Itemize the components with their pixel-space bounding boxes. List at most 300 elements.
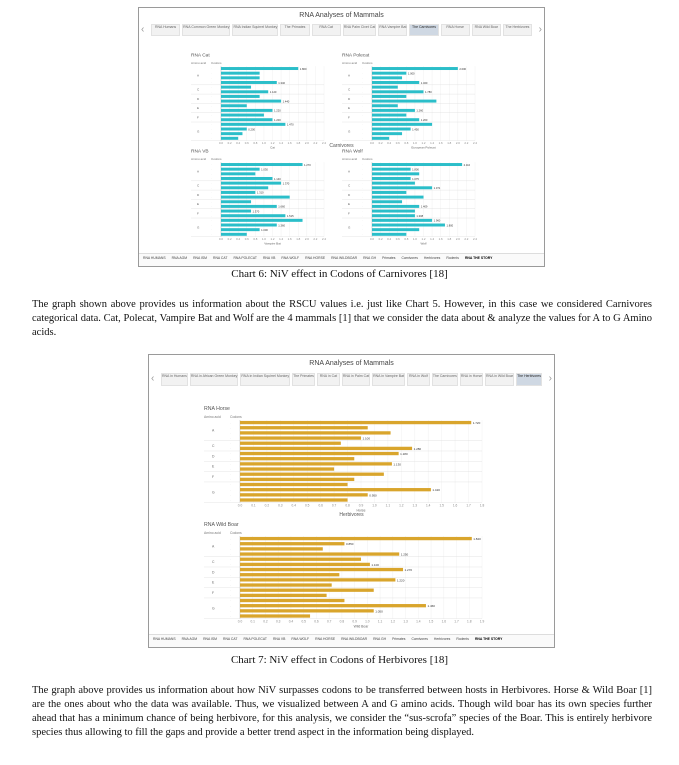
footer-link[interactable]: Primates xyxy=(382,256,396,260)
amino-acid-label: C xyxy=(348,87,351,92)
x-tick-label: 0.4 xyxy=(236,141,241,146)
codon-tick: · xyxy=(362,229,363,232)
codon-tick: · xyxy=(362,73,363,76)
bar xyxy=(372,182,415,185)
codon-tick: · xyxy=(211,119,212,122)
codon-tick: · xyxy=(211,211,212,214)
footer-link[interactable]: RNA GH xyxy=(363,256,377,260)
bar xyxy=(240,467,334,470)
codon-tick: · xyxy=(230,442,231,446)
footer-link[interactable]: RNA WILDBOAR xyxy=(341,637,368,641)
codon-tick: · xyxy=(211,87,212,90)
codon-tick: · xyxy=(211,91,212,94)
codon-tick: · xyxy=(362,187,363,190)
data-label: 1.409 xyxy=(420,205,428,209)
data-label: 1.308 xyxy=(416,215,424,219)
amino-acid-label: A xyxy=(348,169,351,174)
tab-item[interactable]: RNA in Wild Boar xyxy=(485,373,514,386)
amino-acid-label: F xyxy=(212,590,215,595)
codon-tick: · xyxy=(230,610,231,614)
footer-link[interactable]: Herbivores xyxy=(423,256,441,260)
tab-item[interactable]: RNA in Wolf xyxy=(407,373,430,386)
bar xyxy=(221,200,251,203)
codon-tick: · xyxy=(211,220,212,223)
bar xyxy=(240,558,361,561)
amino-acid-label: E xyxy=(348,202,351,207)
x-tick-label: 0.0 xyxy=(370,141,374,146)
data-label: 1.720 xyxy=(472,421,481,426)
bar xyxy=(240,563,370,566)
codon-tick: · xyxy=(211,77,212,80)
tab-item[interactable]: RNA Horse xyxy=(441,24,470,36)
tab-item[interactable]: RNA Common Green Monkey xyxy=(182,24,230,36)
x-tick-label: 0.2 xyxy=(378,237,383,242)
bar xyxy=(372,137,389,140)
caption-chart-7: Chart 7: NiV effect in Codons of Herbivores [18] xyxy=(230,654,449,666)
footer-link[interactable]: RNA WOLF xyxy=(291,637,310,641)
figure-herbivores xyxy=(148,354,555,648)
bar xyxy=(372,177,411,180)
codon-tick: · xyxy=(362,138,363,141)
data-label: 1.075 xyxy=(412,177,419,181)
x-tick-label: 0.3 xyxy=(275,619,281,624)
x-tick-label: 0.4 xyxy=(387,141,392,146)
bar xyxy=(372,104,398,107)
bar xyxy=(240,568,403,571)
x-tick-label: 2.4 xyxy=(322,141,326,146)
tabs-left-arrow[interactable]: ‹ xyxy=(141,24,145,35)
footer-link[interactable]: RNA VB xyxy=(262,256,276,260)
footer-link[interactable]: RNA HORSE xyxy=(315,637,336,641)
codon-tick: · xyxy=(211,225,212,228)
footer-link[interactable]: RNA ISM xyxy=(203,637,218,641)
x-tick-label: 1.7 xyxy=(466,503,471,508)
bar xyxy=(221,72,260,75)
amino-acid-label: E xyxy=(197,106,200,111)
x-tick-label: 0.8 xyxy=(253,141,258,146)
amino-acid-label: D xyxy=(212,570,215,575)
codon-tick: · xyxy=(211,101,212,104)
amino-acid-label: C xyxy=(212,560,215,565)
footer-link[interactable]: RNA THE STORY xyxy=(474,637,503,641)
bar xyxy=(240,614,310,617)
codon-tick: · xyxy=(362,201,363,204)
amino-acid-label: F xyxy=(348,115,350,120)
codon-tick: · xyxy=(362,183,363,186)
x-tick-label: 2.2 xyxy=(313,141,318,146)
bar xyxy=(240,578,395,581)
amino-acid-label: A xyxy=(212,428,215,433)
codon-tick: · xyxy=(362,105,363,108)
data-label: 2.000 xyxy=(459,67,467,71)
bar xyxy=(221,137,238,140)
x-tick-label: 1.2 xyxy=(390,619,396,624)
codon-tick: · xyxy=(362,129,363,132)
x-tick-label: 1.0 xyxy=(261,141,266,146)
tabs-right-arrow[interactable]: › xyxy=(548,373,552,384)
chart-rna-vb xyxy=(191,145,346,246)
codon-tick: · xyxy=(362,82,363,85)
codon-tick: · xyxy=(230,553,231,557)
amino-acid-label: F xyxy=(212,474,215,479)
codon-tick: · xyxy=(211,178,212,181)
bar xyxy=(372,81,419,84)
x-tick-label: 0.8 xyxy=(253,237,258,242)
tab-item[interactable]: The Carnivores xyxy=(432,373,458,386)
codon-tick: · xyxy=(230,499,231,503)
footer-link[interactable]: RNA THE STORY xyxy=(464,256,493,260)
codon-tick: · xyxy=(211,187,212,190)
codon-tick: · xyxy=(230,573,231,577)
data-label: 1.310 xyxy=(256,191,264,195)
footer-link[interactable]: RNA AGM xyxy=(181,637,198,641)
data-label: 1.360 xyxy=(278,224,286,228)
column-header: Amino acid xyxy=(204,415,221,419)
x-tick-label: 0.0 xyxy=(370,237,374,242)
codon-tick: · xyxy=(362,115,363,118)
x-tick-label: 0.4 xyxy=(387,237,392,242)
x-tick-label: 1.8 xyxy=(296,141,301,146)
codon-tick: · xyxy=(362,225,363,228)
codon-tick: · xyxy=(230,447,231,451)
x-tick-label: 1.8 xyxy=(467,619,472,624)
bar xyxy=(221,114,264,117)
amino-acid-label: G xyxy=(348,225,351,230)
amino-acid-label: C xyxy=(348,183,351,188)
tab-item[interactable]: RNA in Indian Squirrel Monkey xyxy=(240,373,290,386)
data-label: 2.110 xyxy=(463,163,471,167)
bar xyxy=(240,478,354,481)
x-tick-label: 0.4 xyxy=(291,503,296,508)
x-tick-label: 2.4 xyxy=(473,237,477,242)
codon-tick: · xyxy=(362,96,363,99)
bar xyxy=(221,224,277,227)
footer-link[interactable]: RNA WILDBOAR xyxy=(331,256,358,260)
chart-title: RNA Polecat xyxy=(342,53,370,59)
x-tick-label: 1.8 xyxy=(296,237,301,242)
codon-tick: · xyxy=(230,463,231,467)
x-axis-label: Cat xyxy=(270,145,275,150)
x-tick-label: 1.6 xyxy=(441,619,447,624)
tab-item[interactable]: The Primates xyxy=(292,373,315,386)
bar xyxy=(372,90,424,93)
bar xyxy=(372,109,415,112)
amino-acid-label: C xyxy=(197,87,200,92)
bar xyxy=(240,452,399,455)
x-tick-label: 1.5 xyxy=(428,619,434,624)
bar xyxy=(372,114,406,117)
x-tick-label: 1.5 xyxy=(439,503,444,508)
bar xyxy=(240,488,431,491)
tab-item[interactable]: The Herbivores xyxy=(503,24,532,36)
tab-item[interactable]: RNA Humans xyxy=(151,24,180,36)
codon-tick: · xyxy=(362,234,363,237)
codon-tick: · xyxy=(230,594,231,598)
x-tick-label: 0.6 xyxy=(395,237,400,242)
footer-link[interactable]: RNA HORSE xyxy=(305,256,326,260)
bar xyxy=(372,118,419,121)
x-tick-label: 1.6 xyxy=(452,503,458,508)
bar xyxy=(221,191,255,194)
codon-tick: · xyxy=(230,589,231,593)
bar xyxy=(240,457,354,460)
codon-tick: · xyxy=(211,129,212,132)
x-tick-label: 2.0 xyxy=(304,237,309,242)
data-label: 1.000 xyxy=(261,228,268,232)
amino-acid-label: F xyxy=(197,115,199,120)
codon-tick: · xyxy=(211,110,212,113)
codon-tick: · xyxy=(230,599,231,603)
x-tick-label: 1.8 xyxy=(479,503,485,508)
chart-title: RNA Cat xyxy=(191,53,210,59)
bar xyxy=(240,537,472,540)
x-tick-label: 1.1 xyxy=(377,619,383,624)
data-label: 1.320 xyxy=(420,81,428,85)
x-tick-label: 2.0 xyxy=(455,141,460,146)
codon-tick: · xyxy=(230,468,231,472)
footer-link[interactable]: RNA ISM xyxy=(193,256,208,260)
column-header: Codons xyxy=(230,531,242,535)
data-label: 1.270 xyxy=(304,163,311,167)
x-axis-label: Wild Boar xyxy=(353,624,369,629)
tab-item[interactable]: RNA Cat xyxy=(312,24,341,36)
amino-acid-label: E xyxy=(197,202,200,207)
codon-tick: · xyxy=(211,68,212,71)
codon-tick: · xyxy=(211,169,212,172)
chart-title: RNA Horse xyxy=(204,406,230,412)
tab-item[interactable]: RNA in Horse xyxy=(460,373,483,386)
codon-tick: · xyxy=(211,124,212,127)
column-header: Amino acid xyxy=(191,61,207,66)
figure-carnivores xyxy=(138,7,545,267)
codon-tick: · xyxy=(211,164,212,167)
amino-acid-label: D xyxy=(348,96,351,101)
footer-link[interactable]: Carnivores xyxy=(401,256,418,260)
x-tick-label: 1.2 xyxy=(270,141,275,146)
data-label: 1.100 xyxy=(371,562,379,567)
codon-tick: · xyxy=(211,115,212,118)
bar xyxy=(240,573,339,576)
data-label: 1.515 xyxy=(286,215,294,219)
bar xyxy=(240,594,327,597)
x-tick-label: 0.9 xyxy=(352,619,357,624)
codon-tick: · xyxy=(362,192,363,195)
bar xyxy=(221,104,247,107)
bar xyxy=(240,542,344,545)
tab-item[interactable]: RNA Wild Boar xyxy=(472,24,501,36)
x-tick-label: 0.6 xyxy=(244,141,249,146)
data-label: 1.340 xyxy=(278,81,286,85)
chart-title: RNA VB xyxy=(191,149,209,155)
data-label: 1.140 xyxy=(274,177,281,181)
footer-link[interactable]: Carnivores xyxy=(411,637,428,641)
tabs-left-arrow[interactable]: ‹ xyxy=(151,373,155,384)
data-label: 1.280 xyxy=(413,446,422,451)
data-label: 1.130 xyxy=(393,462,401,467)
tab-item[interactable]: The Primates xyxy=(280,24,309,36)
tabs-right-arrow[interactable]: › xyxy=(538,24,542,35)
tab-item[interactable]: RNA in Vampire Bat xyxy=(372,373,405,386)
x-tick-label: 0.6 xyxy=(395,141,400,146)
bar xyxy=(240,609,374,612)
bar xyxy=(240,552,399,555)
codon-tick: · xyxy=(362,211,363,214)
x-tick-label: 0.6 xyxy=(244,237,249,242)
x-tick-label: 2.0 xyxy=(455,237,460,242)
footer-link[interactable]: RNA HUMANS xyxy=(153,637,176,641)
x-tick-label: 1.4 xyxy=(430,141,435,146)
bar xyxy=(221,205,277,208)
column-header: Codons xyxy=(211,157,222,162)
data-label: 1.450 xyxy=(412,128,419,132)
footer-link[interactable]: Herbivores xyxy=(433,637,451,641)
codon-tick: · xyxy=(230,437,231,441)
x-tick-label: 0.8 xyxy=(404,237,409,242)
footer-link[interactable]: RNA WOLF xyxy=(281,256,300,260)
column-header: Amino acid xyxy=(191,157,207,162)
codon-tick: · xyxy=(230,615,231,619)
x-tick-label: 0.5 xyxy=(305,503,310,508)
tab-item[interactable]: The Carnivores xyxy=(409,24,438,36)
x-tick-label: 1.4 xyxy=(430,237,435,242)
footer-link[interactable]: Rodents xyxy=(456,637,469,641)
data-label: 1.470 xyxy=(286,123,294,127)
column-header: Amino acid xyxy=(204,531,221,535)
data-label: 0.200 xyxy=(248,128,255,132)
bar xyxy=(372,95,406,98)
tab-item[interactable]: The Herbivores xyxy=(516,373,542,386)
chart-rna-cat xyxy=(191,52,346,150)
paragraph-carnivores: The graph shown above provides us information about the RSCU values i.e. just like Chart 5. However, in this case we considered Carnivores categorical data. Cat, Polecat, Vampire Bat and Wolf are the 4 mammals [1] that we consider the data about & analyze the values for A to G Amino acids. xyxy=(32,299,652,338)
bar xyxy=(372,196,424,199)
footer-link[interactable]: RNA VB xyxy=(272,637,286,641)
codon-tick: · xyxy=(230,563,231,567)
bar xyxy=(221,95,260,98)
x-tick-label: 1.0 xyxy=(372,503,377,508)
x-tick-label: 2.2 xyxy=(464,237,469,242)
footer-link[interactable]: RNA AGM xyxy=(171,256,188,260)
figure-title: RNA Analyses of Mammals xyxy=(299,12,384,19)
tab-strip xyxy=(151,24,532,36)
bar xyxy=(221,177,273,180)
x-tick-label: 1.2 xyxy=(421,141,426,146)
data-label: 1.100 xyxy=(362,436,371,441)
tab-item[interactable]: RNA Vampire Bat xyxy=(378,24,407,36)
bar xyxy=(221,132,242,135)
bar xyxy=(221,109,273,112)
x-tick-label: 1.4 xyxy=(279,141,284,146)
codon-tick: · xyxy=(230,584,231,588)
codon-tick: · xyxy=(362,133,363,136)
codon-tick: · xyxy=(230,473,231,477)
x-tick-label: 1.4 xyxy=(426,503,431,508)
footer-link[interactable]: Rodents xyxy=(446,256,459,260)
bar xyxy=(240,547,323,550)
bar xyxy=(221,100,281,103)
bar xyxy=(240,473,384,476)
footer-link[interactable]: RNA GH xyxy=(373,637,387,641)
tab-item[interactable]: RNA Indian Squirrel Monkey xyxy=(232,24,278,36)
codon-tick: · xyxy=(362,169,363,172)
chart-rna-wild-boar xyxy=(204,521,494,629)
data-label: 1.370 xyxy=(282,182,290,186)
footer-link[interactable]: Primates xyxy=(392,637,406,641)
data-label: 1.220 xyxy=(274,109,281,113)
footer-link[interactable]: RNA POLECAT xyxy=(233,256,257,260)
footer-link[interactable]: RNA POLECAT xyxy=(243,637,267,641)
x-tick-label: 1.0 xyxy=(412,141,417,146)
x-tick-label: 0.3 xyxy=(278,503,283,508)
chart-title: RNA Wolf xyxy=(342,149,363,155)
x-axis-label: European Polecat xyxy=(411,145,436,150)
x-tick-label: 1.6 xyxy=(438,141,443,146)
codon-tick: · xyxy=(362,101,363,104)
codon-tick: · xyxy=(211,73,212,76)
footer-link[interactable]: RNA CAT xyxy=(223,637,238,641)
codon-tick: · xyxy=(362,164,363,167)
codon-tick: · xyxy=(211,138,212,141)
x-tick-label: 0.7 xyxy=(331,503,337,508)
bar xyxy=(372,72,406,75)
footer-link[interactable]: RNA HUMANS xyxy=(143,256,166,260)
group-label: Herbivores xyxy=(339,512,364,518)
amino-acid-label: F xyxy=(197,211,199,216)
x-tick-label: 0.2 xyxy=(378,141,383,146)
bar xyxy=(240,498,348,501)
codon-tick: · xyxy=(362,215,363,218)
bar xyxy=(372,210,415,213)
bar xyxy=(221,76,260,79)
codon-tick: · xyxy=(211,183,212,186)
data-label: 1.050 xyxy=(375,609,383,614)
data-label: 1.370 xyxy=(252,210,260,214)
x-tick-label: 1.2 xyxy=(399,503,404,508)
x-tick-label: 1.2 xyxy=(421,237,426,242)
tab-item[interactable]: RNA in Cat xyxy=(317,373,340,386)
amino-acid-label: F xyxy=(348,211,350,216)
amino-acid-label: A xyxy=(197,169,200,174)
footer-link[interactable]: RNA CAT xyxy=(213,256,228,260)
bar xyxy=(240,421,471,424)
tab-item[interactable]: RNA in Humans xyxy=(161,373,188,386)
bar xyxy=(221,228,260,231)
story-footer xyxy=(149,634,554,647)
tab-item[interactable]: RNA in African Green Monkey xyxy=(190,373,239,386)
bar xyxy=(372,233,406,236)
tab-item[interactable]: RNA in Palm Cat xyxy=(342,373,370,386)
data-label: 1.460 xyxy=(427,604,435,609)
codon-tick: · xyxy=(230,432,231,436)
bar xyxy=(240,483,348,486)
codon-tick: · xyxy=(211,229,212,232)
bar xyxy=(372,214,415,217)
x-tick-label: 0.1 xyxy=(251,503,256,508)
bar xyxy=(221,123,285,126)
codon-tick: · xyxy=(362,197,363,200)
tab-item[interactable]: RNA Palm Civet Cat xyxy=(343,24,377,36)
data-label: 1.180 xyxy=(400,452,408,457)
codon-tick: · xyxy=(230,604,231,608)
bar xyxy=(240,436,361,439)
x-tick-label: 1.7 xyxy=(454,619,459,624)
bar xyxy=(240,599,344,602)
data-label: 1.000 xyxy=(407,72,415,76)
x-tick-label: 2.2 xyxy=(464,141,469,146)
bar xyxy=(221,90,268,93)
bar xyxy=(372,123,432,126)
codon-tick: · xyxy=(230,579,231,583)
amino-acid-label: A xyxy=(197,73,200,78)
